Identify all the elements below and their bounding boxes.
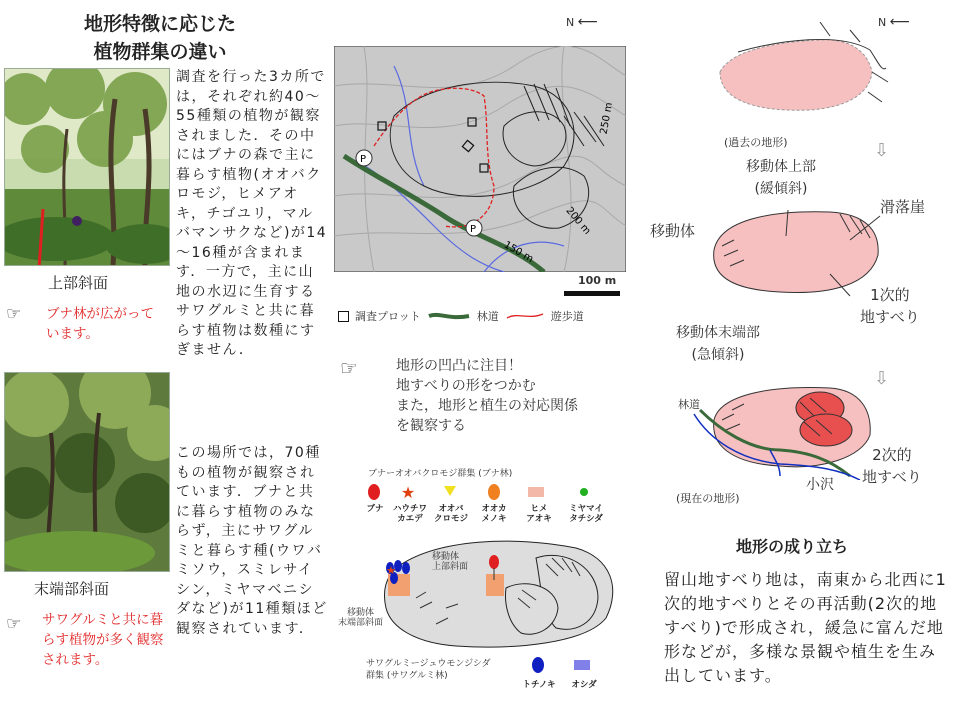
star-icon: ★ bbox=[386, 564, 396, 577]
map-legend: 調査プロット 林道 遊歩道 bbox=[338, 308, 628, 324]
arrow-down-icon: ⇩ bbox=[874, 368, 890, 389]
toe-label: 移動体末端部 (急傾斜) bbox=[676, 325, 760, 363]
contour-250-label: 250 m bbox=[598, 101, 616, 136]
arrow-down-icon: ⇩ bbox=[874, 140, 890, 161]
species-legend bbox=[360, 482, 610, 526]
trail-line-icon bbox=[505, 310, 545, 322]
survey-map bbox=[334, 46, 626, 272]
formation-title: 地形の成り立ち bbox=[736, 537, 849, 556]
upper-body-label: 移動体上部 (緩傾斜) bbox=[746, 159, 816, 197]
past-terrain-sketch bbox=[700, 22, 890, 122]
stream-label: 小沢 bbox=[806, 477, 834, 493]
photo2-caption: 末端部斜面 bbox=[34, 580, 110, 598]
species-legend-2: トチノキ オシダ bbox=[516, 656, 606, 690]
compass-north: N ⟵ bbox=[566, 14, 598, 30]
upper-slope-photo bbox=[4, 68, 170, 266]
scarp-label: 滑落崖 bbox=[880, 198, 926, 216]
forest-photo-illustration-2 bbox=[5, 373, 169, 571]
photo1-caption: 上部斜面 bbox=[48, 274, 109, 292]
present-terrain-label: (現在の地形) bbox=[676, 492, 740, 505]
paragraph-1: 調査を行った3カ所では，それぞれ約40～55種類の植物が観察されました．その中にはブナの森で主に暮らす植物(オオバクロモジ，ヒメアオキ，チゴユリ，マルバマンサクなど)が14～16種が含まれます．一方で，主に山地の水辺に生育するサワグルミと共に暮らす植物は数種にすぎません． bbox=[176, 69, 328, 358]
species-2: ハウチワ カエデ bbox=[392, 504, 427, 524]
star-icon: ★ bbox=[400, 483, 416, 500]
body-label: 移動体 bbox=[650, 222, 696, 240]
past-terrain-label: (過去の地形) bbox=[724, 136, 788, 149]
road-label: 林道 bbox=[678, 398, 700, 411]
species-symbols bbox=[360, 482, 610, 500]
compass-north-right: N ⟵ bbox=[878, 14, 910, 30]
road-line-icon bbox=[427, 310, 471, 322]
scale-bar-label: 100 m bbox=[578, 274, 617, 287]
photo1-note: ブナ林が広がっています。 bbox=[46, 306, 154, 342]
focus-note: 地形の凹凸に注目！ 地すべりの形をつかむ また，地形と植生の対応関係 を観察する bbox=[396, 358, 578, 434]
present-terrain-diagram bbox=[680, 380, 880, 480]
sawagurumi-group-title: サワグルミージュウモンジシダ 群集 (サワグルミ林) bbox=[366, 659, 491, 681]
parking-label-1: P bbox=[360, 154, 367, 165]
contour-150-label: 150 m bbox=[501, 239, 536, 266]
zone-upper-label: 移動体 上部斜面 bbox=[432, 552, 469, 572]
first-landslide-label: 1次的 地すべり bbox=[860, 286, 920, 326]
plot-square-icon bbox=[338, 311, 349, 322]
vegetation-diagram bbox=[336, 528, 626, 658]
present-terrain-sketch bbox=[680, 380, 880, 480]
forest-photo-illustration bbox=[5, 69, 169, 265]
species-5: ヒメ アオキ bbox=[526, 504, 552, 524]
page-title: 地形特徴に応じた 植物群集の違い bbox=[83, 13, 236, 63]
parking-label-2: P bbox=[470, 224, 477, 235]
toe-slope-photo bbox=[4, 372, 170, 572]
arrow-left-icon: ⟵ bbox=[889, 14, 910, 30]
beech-group-title: ブナーオオバクロモジ群集 (ブナ林) bbox=[368, 469, 513, 479]
species-6: ミヤマイ タチシダ bbox=[569, 504, 603, 524]
past-terrain-diagram bbox=[700, 22, 890, 122]
pointing-hand-icon: ☞ bbox=[340, 356, 358, 380]
photo2-note: サワグルミと共に暮らす植物が多く観察されます。 bbox=[42, 612, 164, 668]
paragraph-2: この場所では，70種もの植物が観察されています．ブナと共に暮らす植物のみならず，主にサワグルミと暮らす種(ウワバミソウ，スミレサイシン，ミヤマベニシダなど)が11種類ほど観察されています． bbox=[176, 445, 328, 637]
species-4: オオカ メノキ bbox=[481, 504, 507, 524]
species-1: ブナ bbox=[366, 504, 384, 514]
contour-200-label: 200 m bbox=[563, 205, 593, 237]
species-3: オオバ クロモジ bbox=[433, 504, 468, 524]
landslide-vegetation-sketch bbox=[336, 528, 626, 658]
pointing-hand-icon: ☞ bbox=[6, 614, 22, 634]
topographic-map bbox=[334, 46, 626, 272]
pointing-hand-icon: ☞ bbox=[6, 304, 22, 324]
arrow-left-icon: ⟵ bbox=[577, 14, 598, 30]
zone-lower-label: 移動体 末端部斜面 bbox=[338, 608, 384, 628]
formation-text: 留山地すべり地は，南東から北西に1次的地すべりとその再活動(2次的地すべり)で形成され，緩急に富んだ地形などが，多様な景観や植生を生み出しています。 bbox=[664, 570, 947, 685]
scale-bar bbox=[564, 291, 620, 296]
second-landslide-label: 2次的 地すべり bbox=[862, 446, 922, 486]
